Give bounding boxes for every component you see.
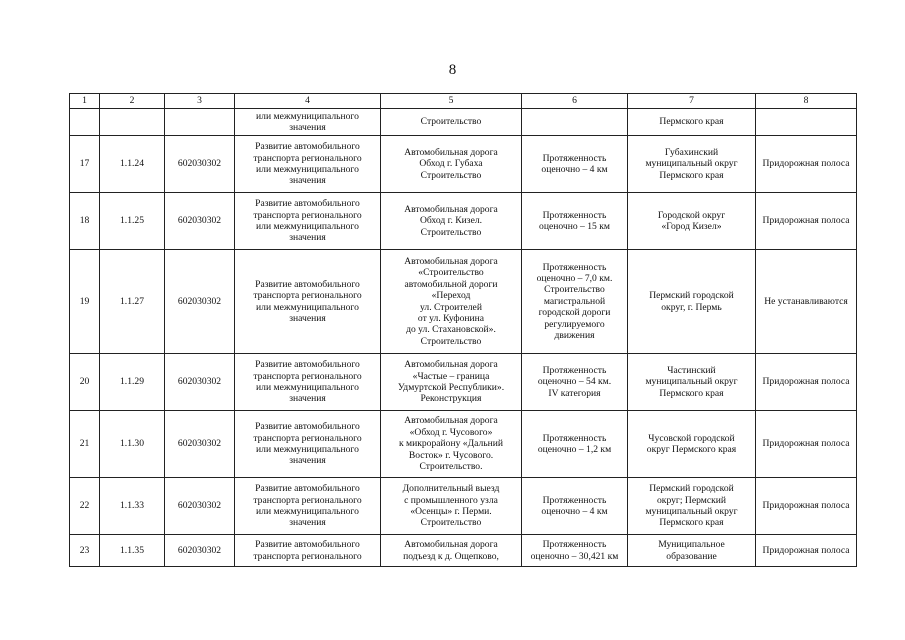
row-number: 19 xyxy=(70,250,100,354)
characteristics-cell: Протяженность оценочно – 1,2 км xyxy=(522,411,628,478)
purpose-cell: Развитие автомобильного транспорта регионального или межмуниципального значения xyxy=(235,354,381,411)
program-code: 602030302 xyxy=(165,354,235,411)
header-cell: 7 xyxy=(628,94,756,109)
zone-cell: Придорожная полоса xyxy=(756,411,857,478)
program-code: 602030302 xyxy=(165,535,235,567)
item-code: 1.1.24 xyxy=(100,136,165,193)
location-cell: Губахинский муниципальный округ Пермского края xyxy=(628,136,756,193)
characteristics-cell: Протяженность оценочно – 15 км xyxy=(522,193,628,250)
location-cell: Пермский городской округ; Пермский муниципальный округ Пермского края xyxy=(628,478,756,535)
table-cell: или межмуниципального значения xyxy=(235,109,381,136)
characteristics-cell: Протяженность оценочно – 30,421 км xyxy=(522,535,628,567)
program-code: 602030302 xyxy=(165,193,235,250)
purpose-cell: Развитие автомобильного транспорта регионального xyxy=(235,535,381,567)
page-number: 8 xyxy=(448,62,457,78)
table-cell xyxy=(165,109,235,136)
table-cell xyxy=(70,109,100,136)
object-cell: Автомобильная дорога подъезд к д. Ощепково, xyxy=(381,535,522,567)
item-code: 1.1.27 xyxy=(100,250,165,354)
table-cell: Пермского края xyxy=(628,109,756,136)
characteristics-cell: Протяженность оценочно – 54 км. IV категория xyxy=(522,354,628,411)
item-code: 1.1.25 xyxy=(100,193,165,250)
zone-cell: Придорожная полоса xyxy=(756,193,857,250)
header-cell: 6 xyxy=(522,94,628,109)
object-cell: Автомобильная дорога Обход г. Кизел. Строительство xyxy=(381,193,522,250)
header-cell: 1 xyxy=(70,94,100,109)
table-cell xyxy=(100,109,165,136)
header-cell: 4 xyxy=(235,94,381,109)
zone-cell: Не устанавливаются xyxy=(756,250,857,354)
item-code: 1.1.29 xyxy=(100,354,165,411)
characteristics-cell: Протяженность оценочно – 4 км xyxy=(522,478,628,535)
location-cell: Частинский муниципальный округ Пермского края xyxy=(628,354,756,411)
purpose-cell: Развитие автомобильного транспорта регионального или межмуниципального значения xyxy=(235,193,381,250)
table-cell: Строительство xyxy=(381,109,522,136)
table-row xyxy=(70,478,857,535)
object-cell: Автомобильная дорога «Частые – граница Удмуртской Республики». Реконструкция xyxy=(381,354,522,411)
table-row xyxy=(70,535,857,567)
purpose-cell: Развитие автомобильного транспорта регионального или межмуниципального значения xyxy=(235,250,381,354)
table-row xyxy=(70,250,857,354)
table-row xyxy=(70,354,857,411)
program-code: 602030302 xyxy=(165,411,235,478)
table-cell xyxy=(756,109,857,136)
program-code: 602030302 xyxy=(165,478,235,535)
characteristics-cell: Протяженность оценочно – 7,0 км. Строительство магистральной городской дороги регулируемого движения xyxy=(522,250,628,354)
location-cell: Чусовской городской округ Пермского края xyxy=(628,411,756,478)
location-cell: Пермский городской округ, г. Пермь xyxy=(628,250,756,354)
characteristics-cell: Протяженность оценочно – 4 км xyxy=(522,136,628,193)
zone-cell: Придорожная полоса xyxy=(756,136,857,193)
purpose-cell: Развитие автомобильного транспорта регионального или межмуниципального значения xyxy=(235,411,381,478)
object-cell: Автомобильная дорога «Строительство автомобильной дороги «Переход ул. Строителей от ул. Куфонина до ул. Стахановской». Строительство xyxy=(381,250,522,354)
program-code: 602030302 xyxy=(165,136,235,193)
header-row xyxy=(70,94,857,109)
table-row xyxy=(70,136,857,193)
infrastructure-table xyxy=(69,93,857,567)
object-cell: Автомобильная дорога «Обход г. Чусового» к микрорайону «Дальний Восток» г. Чусового. Строительство. xyxy=(381,411,522,478)
location-cell: Городской округ «Город Кизел» xyxy=(628,193,756,250)
row-number: 17 xyxy=(70,136,100,193)
item-code: 1.1.35 xyxy=(100,535,165,567)
zone-cell: Придорожная полоса xyxy=(756,535,857,567)
purpose-cell: Развитие автомобильного транспорта регионального или межмуниципального значения xyxy=(235,136,381,193)
row-number: 22 xyxy=(70,478,100,535)
row-number: 21 xyxy=(70,411,100,478)
purpose-cell: Развитие автомобильного транспорта регионального или межмуниципального значения xyxy=(235,478,381,535)
header-cell: 3 xyxy=(165,94,235,109)
table-row xyxy=(70,193,857,250)
location-cell: Муниципальное образование xyxy=(628,535,756,567)
row-number: 18 xyxy=(70,193,100,250)
row-number: 20 xyxy=(70,354,100,411)
object-cell: Дополнительный выезд с промышленного узла «Осенцы» г. Перми. Строительство xyxy=(381,478,522,535)
zone-cell: Придорожная полоса xyxy=(756,478,857,535)
header-cell: 5 xyxy=(381,94,522,109)
program-code: 602030302 xyxy=(165,250,235,354)
table-cell xyxy=(522,109,628,136)
item-code: 1.1.30 xyxy=(100,411,165,478)
header-cell: 2 xyxy=(100,94,165,109)
object-cell: Автомобильная дорога Обход г. Губаха Строительство xyxy=(381,136,522,193)
row-number: 23 xyxy=(70,535,100,567)
continuation-row xyxy=(70,109,857,136)
zone-cell: Придорожная полоса xyxy=(756,354,857,411)
table-row xyxy=(70,411,857,478)
item-code: 1.1.33 xyxy=(100,478,165,535)
header-cell: 8 xyxy=(756,94,857,109)
